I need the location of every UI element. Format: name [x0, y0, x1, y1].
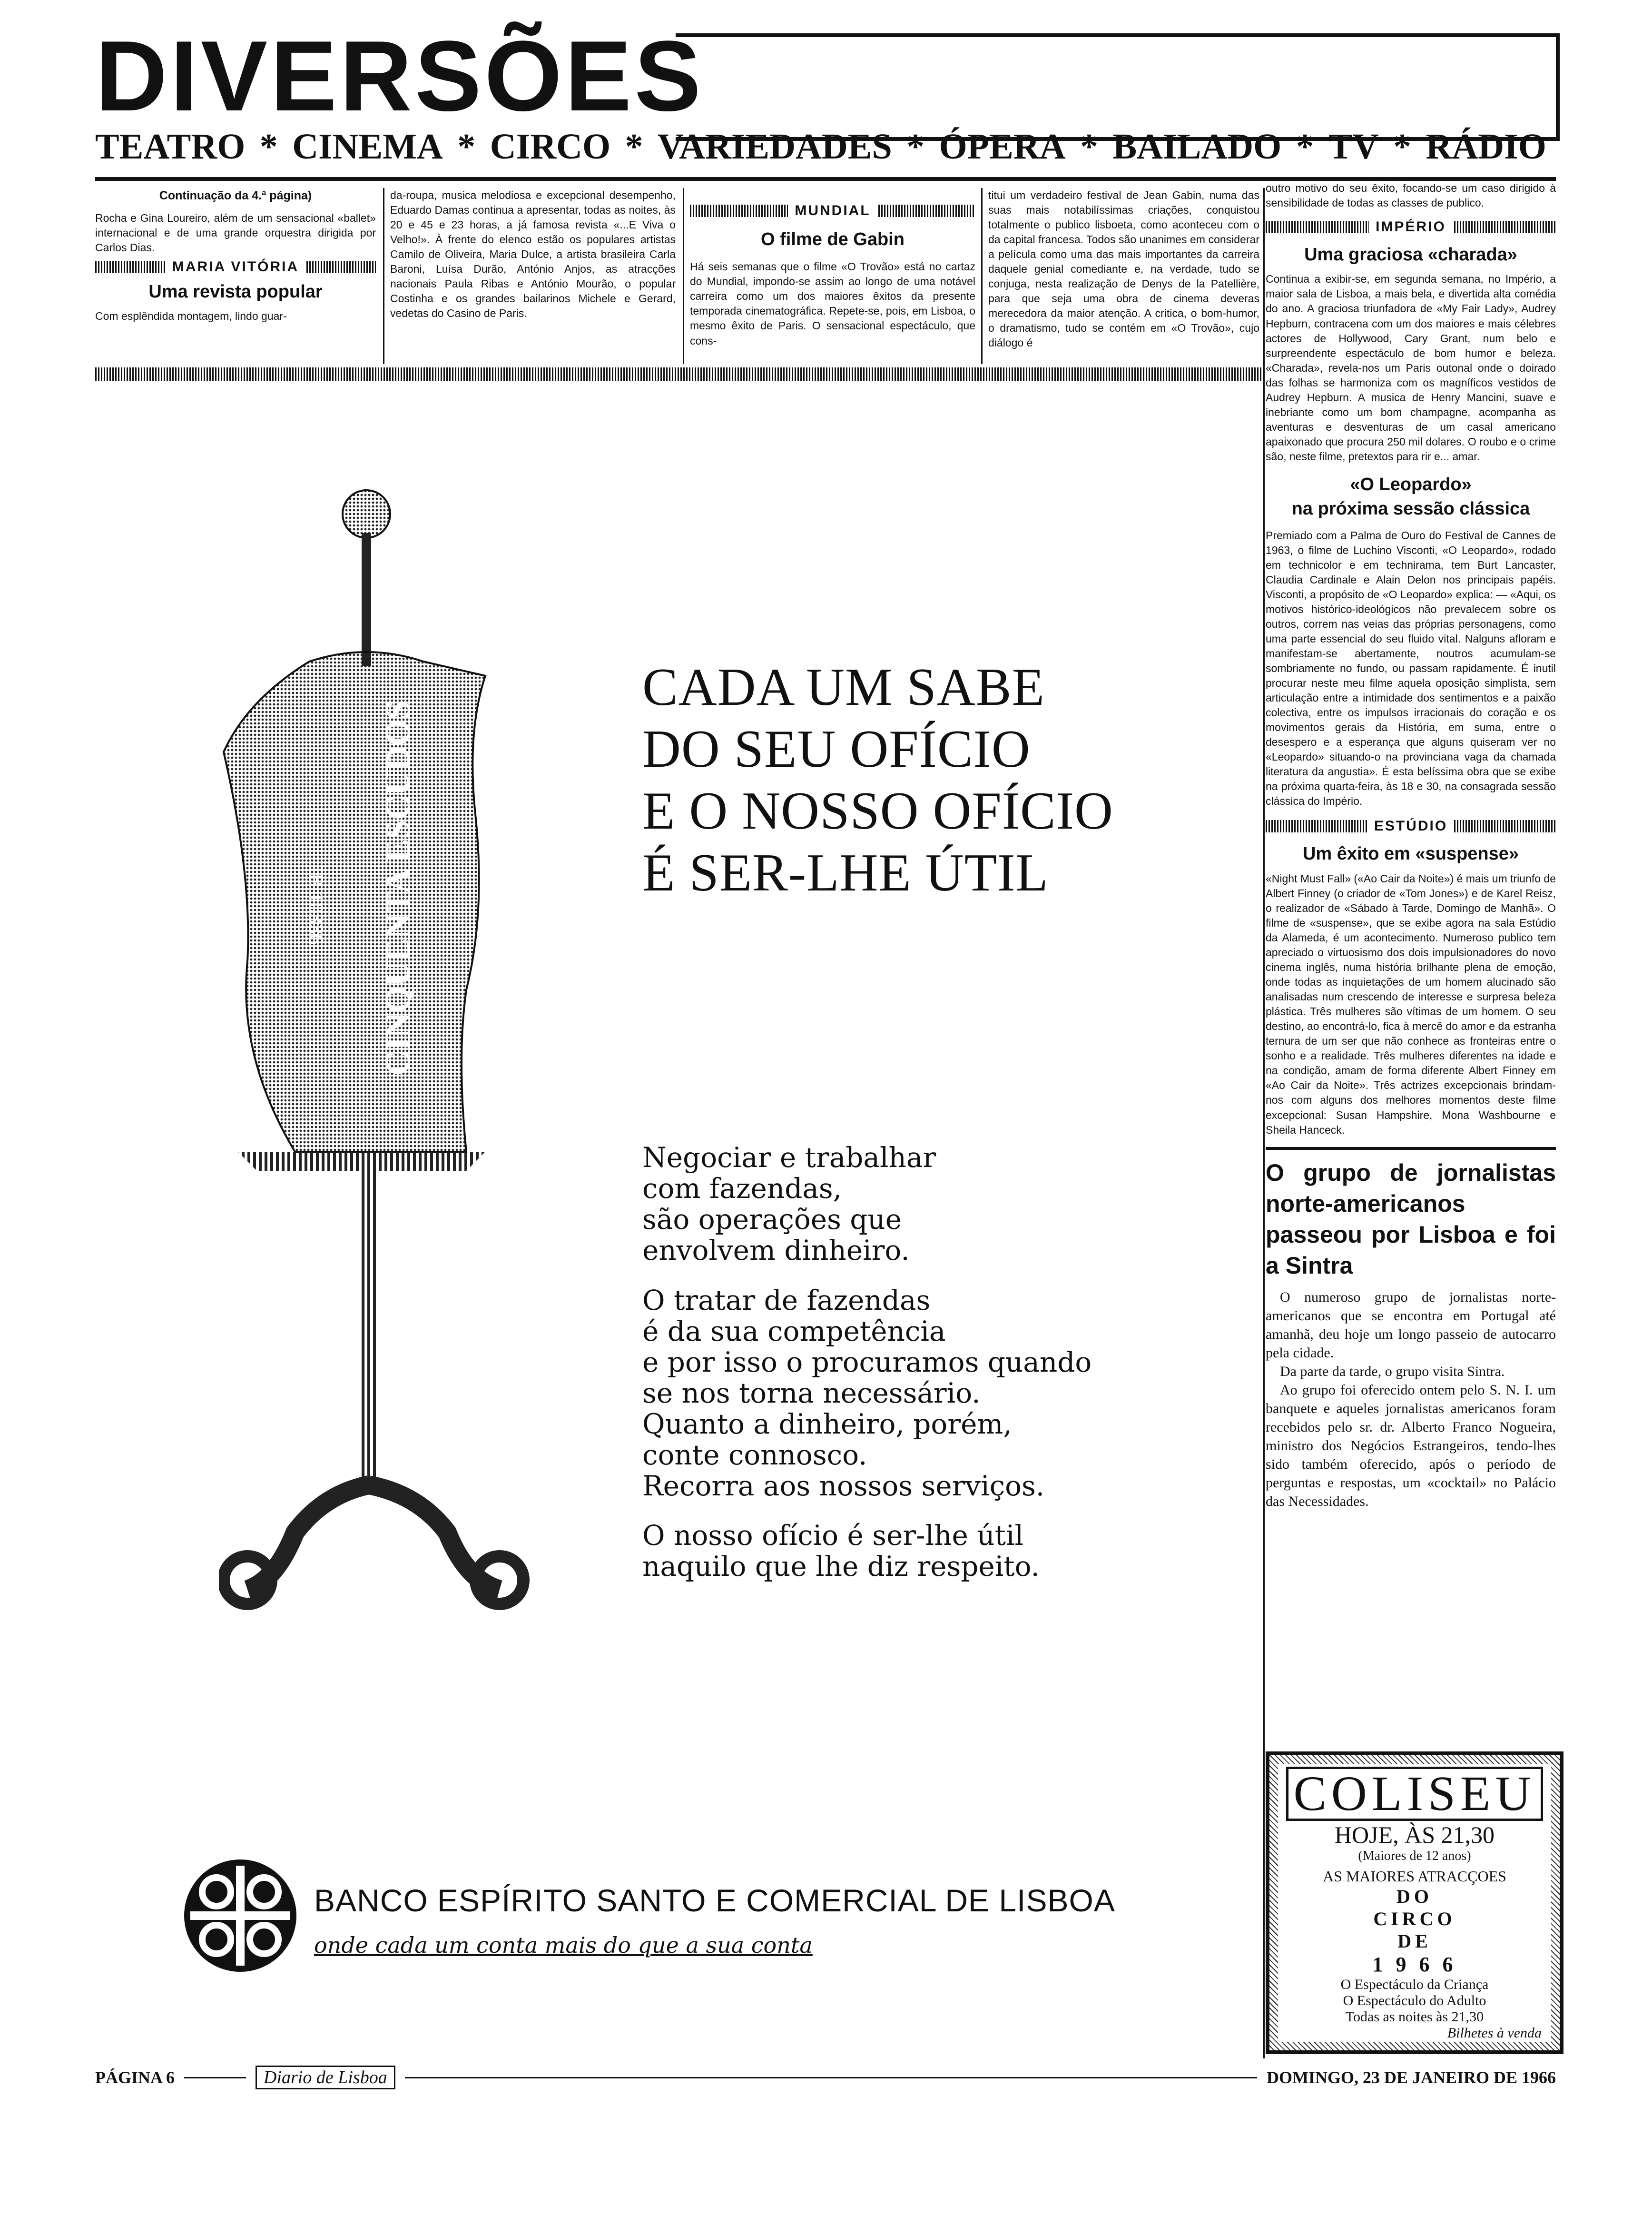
- right-column: [1266, 181, 1556, 1511]
- hatched-divider: [95, 367, 1263, 381]
- footer-rule: [184, 2077, 246, 2078]
- section-title: DIVERSÕES: [95, 20, 704, 132]
- section-banner-estudio: ESTÚDIO: [1266, 820, 1556, 832]
- coliseu-age: (Maiores de 12 anos): [1358, 1849, 1471, 1863]
- coliseu-line: DE: [1397, 1930, 1432, 1952]
- article-text: titui um verdadeiro festival de Jean Gabin, numa das suas mais notabilíssimas criações, conquistou totalmente o publico lisboeta, como aconteceu com o da capital francesa. Todos são unanimes em considerar a película como uma das mais importantes da carreira daquele genial comediante e, na verdade, tudo se conjuga, nesta realização de Denys de la Patellière, para que seja uma obra de cinema deveras merecedora da maior atenção. A critica, o bom-humor, o dramatismo, tudo se contém em «O Trovão», cujo diálogo é: [988, 189, 1259, 349]
- article-headline: «O Leopardo»: [1350, 475, 1472, 494]
- footer-rule: [405, 2077, 1257, 2078]
- nav-item-opera: ÓPERA: [939, 127, 1066, 167]
- banknote-serial: IB 10336: [305, 866, 328, 945]
- bank-name: BANCO ESPÍRITO SANTO E COMERCIAL DE LISBOA: [314, 1883, 1115, 1918]
- nav-separator: *: [625, 127, 643, 167]
- nav-item-teatro: TEATRO: [95, 127, 246, 167]
- column-rule: [981, 188, 983, 364]
- coliseu-line: AS MAIORES ATRACÇOES: [1323, 1868, 1506, 1885]
- section-banner-maria-vitoria: MARIA VITÓRIA: [95, 261, 376, 273]
- article-text: Da parte da tarde, o grupo visita Sintra.: [1280, 1363, 1505, 1379]
- nav-separator: *: [1296, 127, 1314, 167]
- page-footer: [95, 2066, 1556, 2089]
- article-headline: Um êxito em «suspense»: [1302, 844, 1519, 864]
- coliseu-advert: [1266, 1751, 1564, 2054]
- bank-logo: [181, 1856, 300, 1975]
- bank-slogan: onde cada um conta mais do que a sua conta: [314, 1932, 813, 1958]
- nav-separator: *: [259, 127, 278, 167]
- nav-separator: *: [457, 127, 476, 167]
- column-1: [95, 188, 376, 327]
- article-headline: Uma graciosa «charada»: [1304, 245, 1517, 265]
- coliseu-line: O Espectáculo da Criança: [1340, 1977, 1489, 1992]
- masthead-rule: [95, 177, 1556, 181]
- issue-date: DOMINGO, 23 DE JANEIRO DE 1966: [1266, 2068, 1556, 2087]
- ad-paragraph: Negociar e trabalhar com fazendas, são operações que envolvem dinheiro.: [642, 1141, 936, 1266]
- coliseu-line: O Espectáculo do Adulto: [1343, 1993, 1486, 2008]
- continuation-note: Continuação da 4.ª página): [159, 189, 312, 202]
- newspaper-name: Diario de Lisboa: [256, 2066, 395, 2089]
- ad-headline-line: DO SEU OFÍCIO: [642, 719, 1031, 779]
- masthead-frame: [676, 33, 1560, 141]
- article-text: O numeroso grupo de jornalistas norte-americanos que se encontra em Portugal até amanhã, deu hoje um longo passeio de autocarro pela cidade.: [1266, 1289, 1556, 1361]
- nav-item-variedades: VARIEDADES: [657, 127, 892, 167]
- nav-item-tv: TV: [1328, 127, 1379, 167]
- article-headline: O grupo de jornalistas norte-americanos passeou por Lisboa e foi a Sintra: [1266, 1159, 1556, 1279]
- article-text: Ao grupo foi oferecido ontem pelo S. N. I. um banquete e aqueles jornalistas americanos foram recebidos pelo sr. dr. Alberto Franco Nogueira, ministro dos Negócios Estrangeiros, tendo-lhes sido também oferecido, após o período de perguntas e respostas, um «cocktail» no Palácio das Necessidades.: [1266, 1382, 1556, 1509]
- article-headline: Uma revista popular: [148, 281, 323, 302]
- ad-headline: [642, 657, 1213, 904]
- article-headline: na próxima sessão clássica: [1291, 499, 1530, 519]
- column-2: [390, 188, 676, 325]
- article-text: Premiado com a Palma de Ouro do Festival de Cannes de 1963, o filme de Luchino Visconti, «O Leopardo», rodado em technicolor e em technirama, tem Burt Lancaster, Claudia Cardinale e Alain Delon nos principais papéis. Visconti, a propósito de «O Leopardo» explica: — «Aqui, os motivos histórico-ideológicos não prevalecem sobre os outros, correm nas veias das próprias personagens, como uma parte essencial do seu fluido vital. Nalguns afloram e manifestam-se abertamente, noutros acumulam-se sombriamente no fundo, ou passam rapidamente. É inutil procurar neste meu filme aquela oposição simplista, sem articulação entre a intimidade dos sentimentos e a paixão colectiva, entre os impulsos irracionais do coração e os movimentos gerais da História, em suma, entre o desespero e a esperança que alguns quiseram ver no «Leopardo» situando-o na provinciana vaga da chamada literatura da angustia». É esta belíssima obra que se exibe na próxima quarta-feira, às 18 e 30, na consagrada sessão clássica do Império.: [1266, 529, 1556, 808]
- section-banner-mundial: MUNDIAL: [690, 205, 975, 217]
- coliseu-line: Todas as noites às 21,30: [1345, 2009, 1484, 2025]
- ad-headline-line: E O NOSSO OFÍCIO: [642, 781, 1113, 841]
- column-4: [988, 188, 1259, 355]
- article-text: Rocha e Gina Loureiro, além de um sensacional «ballet» internacional e de uma grande orquestra dirigida por Carlos Dias.: [95, 211, 376, 254]
- coliseu-year: 1 9 6 6: [1372, 1953, 1457, 1976]
- nav-separator: *: [906, 127, 925, 167]
- ad-headline-line: CADA UM SABE: [642, 658, 1045, 717]
- divider: [1266, 1147, 1556, 1150]
- nav-separator: *: [1393, 127, 1412, 167]
- nav-item-cinema: CINEMA: [292, 127, 443, 167]
- banknote-text: CINQUENTA ESCUDOS: [379, 700, 417, 1076]
- coliseu-title: COLISEU: [1286, 1767, 1543, 1821]
- section-banner-imperio: IMPÉRIO: [1266, 221, 1556, 233]
- article-text: Com esplêndida montagem, lindo guar-: [95, 310, 287, 323]
- page-number: PÁGINA 6: [95, 2068, 175, 2087]
- column-rule: [1263, 188, 1265, 2058]
- article-text: Continua a exibir-se, em segunda semana, no Império, a maior sala de Lisboa, a mais bela, e divertida alta comédia do ano. A graciosa triunfadora de «My Fair Lady», Audrey Hepburn, contracena com um dos maiores e mais célebres actores de Hollywood, Cary Grant, num belo e surpreendente espectáculo de bom humor e beleza. «Charada», revela-nos um Paris outonal onde o doirado das folhas se harmoniza com os magníficos vestidos de Audrey Hepburn. A musica de Henry Mancini, suave e inebriante como um bom champagne, acompanha as aventuras e desventuras de um casal americano apaixonado que procura 250 mil dolares. O roubo e o crime são, neste filme, pretextos para rir e... amar.: [1266, 273, 1556, 463]
- article-text: «Night Must Fall» («Ao Cair da Noite») é mais um triunfo de Albert Finney (o criador de «Tom Jones») e de Karel Reisz, o realizador de «Sábado à Tarde, Domingo de Manhã». O filme de «suspense», que se exibe agora na sala Estúdio da Alameda, é um acontecimento. Numeroso publico tem apreciado o virtuosismo dos dois impulsionadores do novo cinema inglês, numa história brilhante plena de emoção, onde todas as inquietações de um homem alucinado são analisadas num crescendo de interesse e surpresa beleza plástica. Três mulheres são vítimas de um homem. O seu destino, ao encontrá-lo, fica à mercê do amor e da estranha ternura de um ser que não conhece as fronteiras entre o sonho e a realidade. Três mulheres diferentes na idade e na condição, amam de forma diferente Albert Finney em «Ao Cair da Noite». Três actrizes excepcionais brindam-nos com alguns dos melhores momentos deste filme excepcional: Susan Hampshire, Mona Washbourne e Sheila Hanceck.: [1266, 872, 1556, 1136]
- nav-item-circo: CIRCO: [490, 127, 611, 167]
- nav-item-radio: RÁDIO: [1426, 127, 1546, 167]
- column-rule: [383, 188, 384, 364]
- article-text: outro motivo do seu êxito, focando-se um caso dirigido à sensibilidade de todas as classes de publico.: [1266, 182, 1556, 209]
- article-text: da-roupa, musica melodiosa e excepcional desempenho, Eduardo Damas continua a apresentar, todas as noites, às 20 e 45 e 23 horas, a já famosa revista «...E Viva o Velho!». À frente do elenco estão os populares artistas Camilo de Oliveira, Maria Dulce, a artista brasileira Carla Baroni, Luísa Durão, António Anjos, as atracções nacionais Paula Ribas e António Mourão, o popular Costinha e os grandes bailarinos Michele e Gerard, vedetas do Casino de Paris.: [390, 189, 676, 320]
- ad-paragraph: O nosso ofício é ser-lhe útil naquilo que lhe diz respeito.: [642, 1519, 1040, 1583]
- section-nav: [95, 129, 1546, 165]
- mannequin-illustration: [219, 485, 561, 1628]
- ad-body: [642, 1142, 1180, 1601]
- nav-separator: *: [1080, 127, 1099, 167]
- ad-headline-line: É SER-LHE ÚTIL: [642, 843, 1049, 902]
- article-text: Há seis semanas que o filme «O Trovão» está no cartaz do Mundial, impondo-se assim ao longo de uma notável carreira como um dos maiores êxitos da presente temporada cinematográfica. Repete-se, pois, em Lisboa, o mesmo êxito de Paris. O sensacional espectáculo, que cons-: [690, 260, 975, 347]
- article-headline: O filme de Gabin: [761, 229, 905, 249]
- article-body: [1266, 1288, 1556, 1511]
- ad-paragraph: O tratar de fazendas é da sua competência e por isso o procuramos quando se nos torna necessário. Quanto a dinheiro, porém, conte connosco. Recorra aos nossos serviços.: [642, 1284, 1092, 1502]
- column-3: [690, 202, 975, 352]
- coliseu-line: CIRCO: [1373, 1908, 1456, 1929]
- nav-item-bailado: BAILADO: [1112, 127, 1282, 167]
- coliseu-time: HOJE, ÀS 21,30: [1334, 1821, 1495, 1848]
- coliseu-line: Bilhetes à venda: [1447, 2025, 1542, 2041]
- coliseu-line: DO: [1396, 1886, 1433, 1907]
- column-rule: [683, 188, 684, 364]
